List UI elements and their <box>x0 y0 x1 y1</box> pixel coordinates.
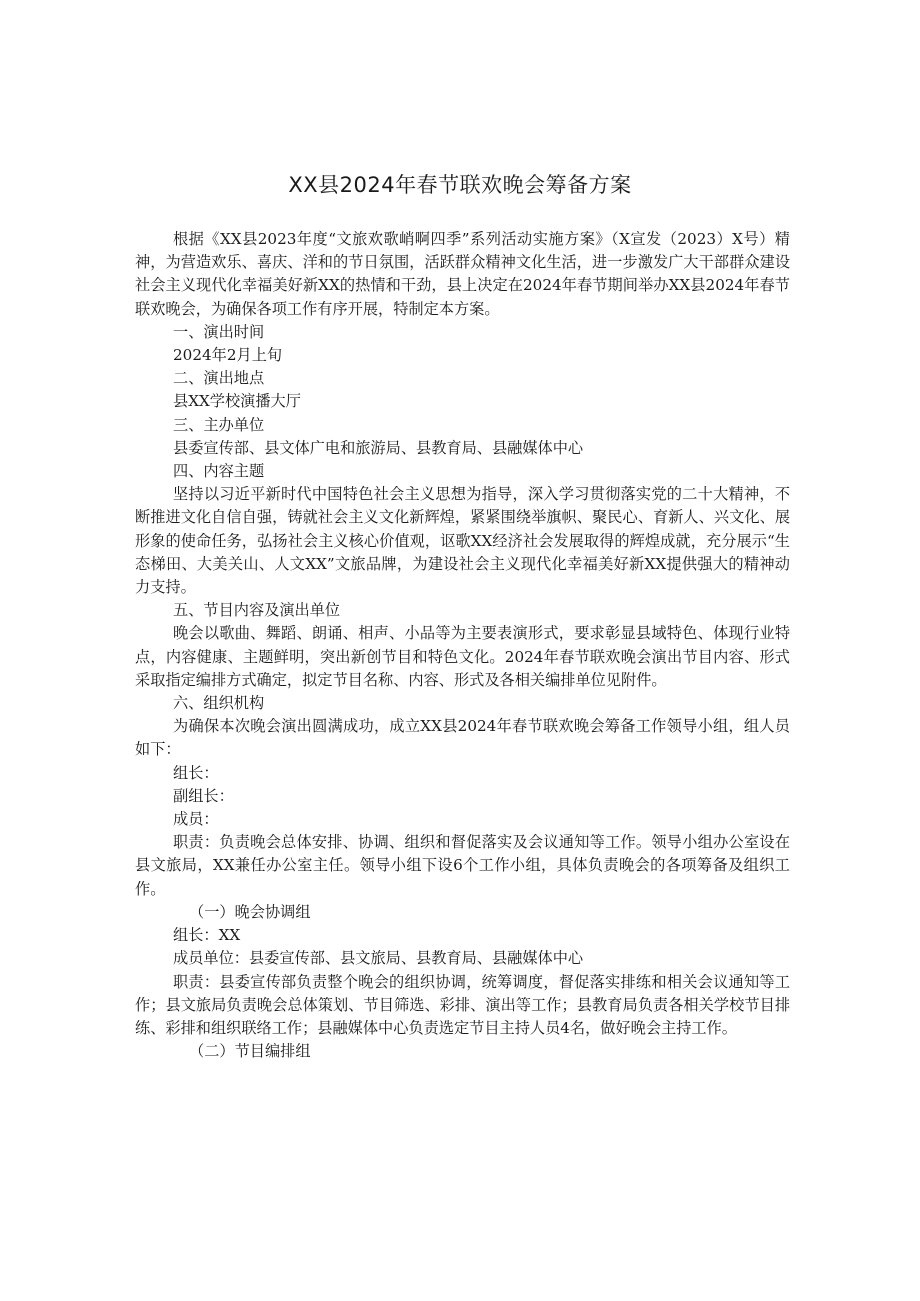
section-heading-theme: 四、内容主题 <box>173 462 265 481</box>
document-body <box>135 228 790 1063</box>
subsection-heading-coordination: （一）晚会协调组 <box>189 902 311 921</box>
duties-paragraph: 职责：负责晚会总体安排、协调、组织和督促落实及会议通知等工作。领导小组办公室设在县文旅局，XX兼任办公室主任。领导小组下设6个工作小组，具体负责晚会的各项筹备及组织工作。 <box>135 833 790 898</box>
program-paragraph: 晚会以歌曲、舞蹈、朗诵、相声、小品等为主要表演形式，要求彰显县域特色、体现行业特点，内容健康、主题鲜明，突出新创节目和特色文化。2024年春节联欢晚会演出节目内容、形式采取指定编排方式确定，拟定节目名称、内容、形式及各相关编排单位见附件。 <box>135 624 790 689</box>
coordination-duties: 职责：县委宣传部负责整个晚会的组织协调，统筹调度，督促落实排练和相关会议通知等工作；县文旅局负责晚会总体策划、节目筛选、彩排、演出等工作；县教育局负责各相关学校节目排练、彩排和组织联络工作；县融媒体中心负责选定节目主持人员4名，做好晚会主持工作。 <box>135 972 790 1037</box>
coordination-members: 成员单位：县委宣传部、县文旅局、县教育局、县融媒体中心 <box>173 949 584 968</box>
leader-line: 组长： <box>173 763 219 782</box>
members-line: 成员： <box>173 810 219 829</box>
subsection-heading-program-arrangement: （二）节目编排组 <box>189 1042 311 1061</box>
intro-paragraph: 根据《XX县2023年度“文旅欢歌峭啊四季”系列活动实施方案》（X宣发（2023）X号）精神，为营造欢乐、喜庆、洋和的节日氛围，活跃群众精神文化生活，进一步激发广大干部群众建设社会主义现代化幸福美好新XX的热情和干劲，县上决定在2024年春节期间举办XX县2024年春节联欢晚会，为确保各项工作有序开展，特制定本方案。 <box>135 230 790 318</box>
section-heading-program: 五、节目内容及演出单位 <box>173 601 341 620</box>
performance-time: 2024年2月上旬 <box>173 346 283 365</box>
organizers: 县委宣传部、县文体广电和旅游局、县教育局、县融媒体中心 <box>173 438 584 457</box>
performance-venue: 县XX学校演播大厅 <box>173 392 301 411</box>
section-heading-organizers: 三、主办单位 <box>173 415 265 434</box>
document-title: XX县2024年春节联欢晚会筹备方案 <box>288 173 632 197</box>
deputy-leader-line: 副组长： <box>173 786 234 805</box>
organization-paragraph: 为确保本次晚会演出圆满成功，成立XX县2024年春节联欢晚会筹备工作领导小组，组人员如下： <box>135 717 790 759</box>
theme-paragraph: 坚持以习近平新时代中国特色社会主义思想为指导，深入学习贯彻落实党的二十大精神，不断推进文化自信自强，铸就社会主义文化新辉煌，紧紧围绕举旗帜、聚民心、育新人、兴文化、展形象的使命任务，弘扬社会主义核心价值观，讴歌XX经济社会发展取得的辉煌成就，充分展示“生态梯田、大美关山、人文XX”文旅品牌，为建设社会主义现代化幸福美好新XX提供强大的精神动力支持。 <box>135 485 790 597</box>
section-heading-organization: 六、组织机构 <box>173 694 265 713</box>
section-heading-time: 一、演出时间 <box>173 322 265 341</box>
coordination-leader: 组长：XX <box>173 926 241 945</box>
section-heading-venue: 二、演出地点 <box>173 369 265 388</box>
